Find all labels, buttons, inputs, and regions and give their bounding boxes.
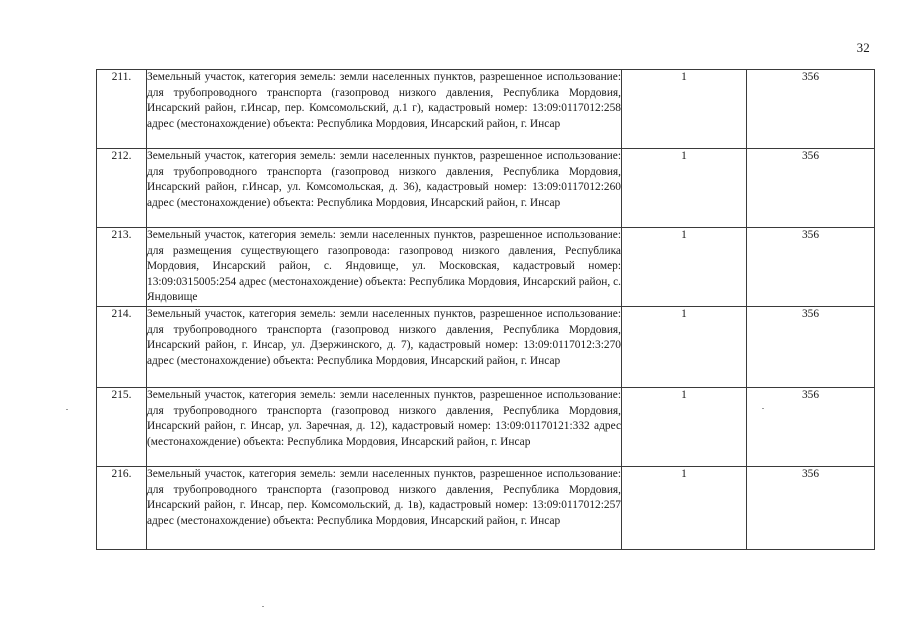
table-row bbox=[97, 70, 875, 149]
row-quantity: 1 bbox=[622, 307, 747, 388]
row-description: Земельный участок, категория земель: земли населенных пунктов, разрешенное использование: для трубопроводного транспорта (газопровод низкого давления, Республика Мордовия, Инсарский район, г. Инсар, ул. Дзержинского, д. 7), кадастровый номер: 13:09:0117012:3:270 адрес (местонахождение) объекта: Республика Мордовия, Инсарский район, г. Инсар bbox=[147, 307, 622, 388]
row-quantity: 1 bbox=[622, 467, 747, 550]
row-value: 356 bbox=[747, 149, 875, 228]
row-value: 356 bbox=[747, 467, 875, 550]
property-table bbox=[96, 69, 875, 550]
row-value: 356 bbox=[747, 388, 875, 467]
row-quantity: 1 bbox=[622, 70, 747, 149]
scan-speck bbox=[762, 408, 764, 409]
table-row bbox=[97, 149, 875, 228]
row-number: 212. bbox=[97, 149, 147, 228]
table-row bbox=[97, 228, 875, 307]
table-row bbox=[97, 467, 875, 550]
row-description: Земельный участок, категория земель: земли населенных пунктов, разрешенное использование: для трубопроводного транспорта (газопровод низкого давления, Республика Мордовия, Инсарский район, г. Инсар, пер. Комсомольский, д. 1в), кадастровый номер: 13:09:0117012:257 адрес (местонахождение) объекта: Республика Мордовия, Инсарский район, г. Инсар bbox=[147, 467, 622, 550]
row-quantity: 1 bbox=[622, 228, 747, 307]
row-number: 213. bbox=[97, 228, 147, 307]
row-description: Земельный участок, категория земель: земли населенных пунктов, разрешенное использование: для трубопроводного транспорта (газопровод низкого давления, Республика Мордовия, Инсарский район, г.Инсар, ул. Комсомольская, д. 36), кадастровый номер: 13:09:0117012:260 адрес (местонахождение) объекта: Республика Мордовия, Инсарский район, г. Инсар bbox=[147, 149, 622, 228]
row-quantity: 1 bbox=[622, 149, 747, 228]
scan-speck bbox=[262, 606, 264, 607]
row-description: Земельный участок, категория земель: земли населенных пунктов, разрешенное использование: для размещения существующего газопровода: газопровод низкого давления, Республика Мордовия, Инсарский район, с. Яндовище, ул. Московская, кадастровый номер: 13:09:0315005:254 адрес (местонахождение) объекта: Республика Мордовия, Инсарский район, с. Яндовище bbox=[147, 228, 622, 307]
row-number: 216. bbox=[97, 467, 147, 550]
row-description: Земельный участок, категория земель: земли населенных пунктов, разрешенное использование: для трубопроводного транспорта (газопровод низкого давления, Республика Мордовия, Инсарский район, г. Инсар, ул. Заречная, д. 12), кадастровый номер: 13:09:01170121:332 адрес (местонахождение) объекта: Республика Мордовия, Инсарский район, г. Инсар bbox=[147, 388, 622, 467]
table-row bbox=[97, 388, 875, 467]
row-number: 214. bbox=[97, 307, 147, 388]
row-number: 211. bbox=[97, 70, 147, 149]
page-number: 32 bbox=[856, 40, 870, 55]
row-value: 356 bbox=[747, 228, 875, 307]
table-row bbox=[97, 307, 875, 388]
row-quantity: 1 bbox=[622, 388, 747, 467]
row-description: Земельный участок, категория земель: земли населенных пунктов, разрешенное использование: для трубопроводного транспорта (газопровод низкого давления, Республика Мордовия, Инсарский район, г.Инсар, пер. Комсомольский, д.1 г), кадастровый номер: 13:09:0117012:258 адрес (местонахождение) объекта: Республика Мордовия, Инсарский район, г. Инсар bbox=[147, 70, 622, 149]
scan-speck bbox=[66, 409, 68, 410]
row-number: 215. bbox=[97, 388, 147, 467]
row-value: 356 bbox=[747, 307, 875, 388]
row-value: 356 bbox=[747, 70, 875, 149]
